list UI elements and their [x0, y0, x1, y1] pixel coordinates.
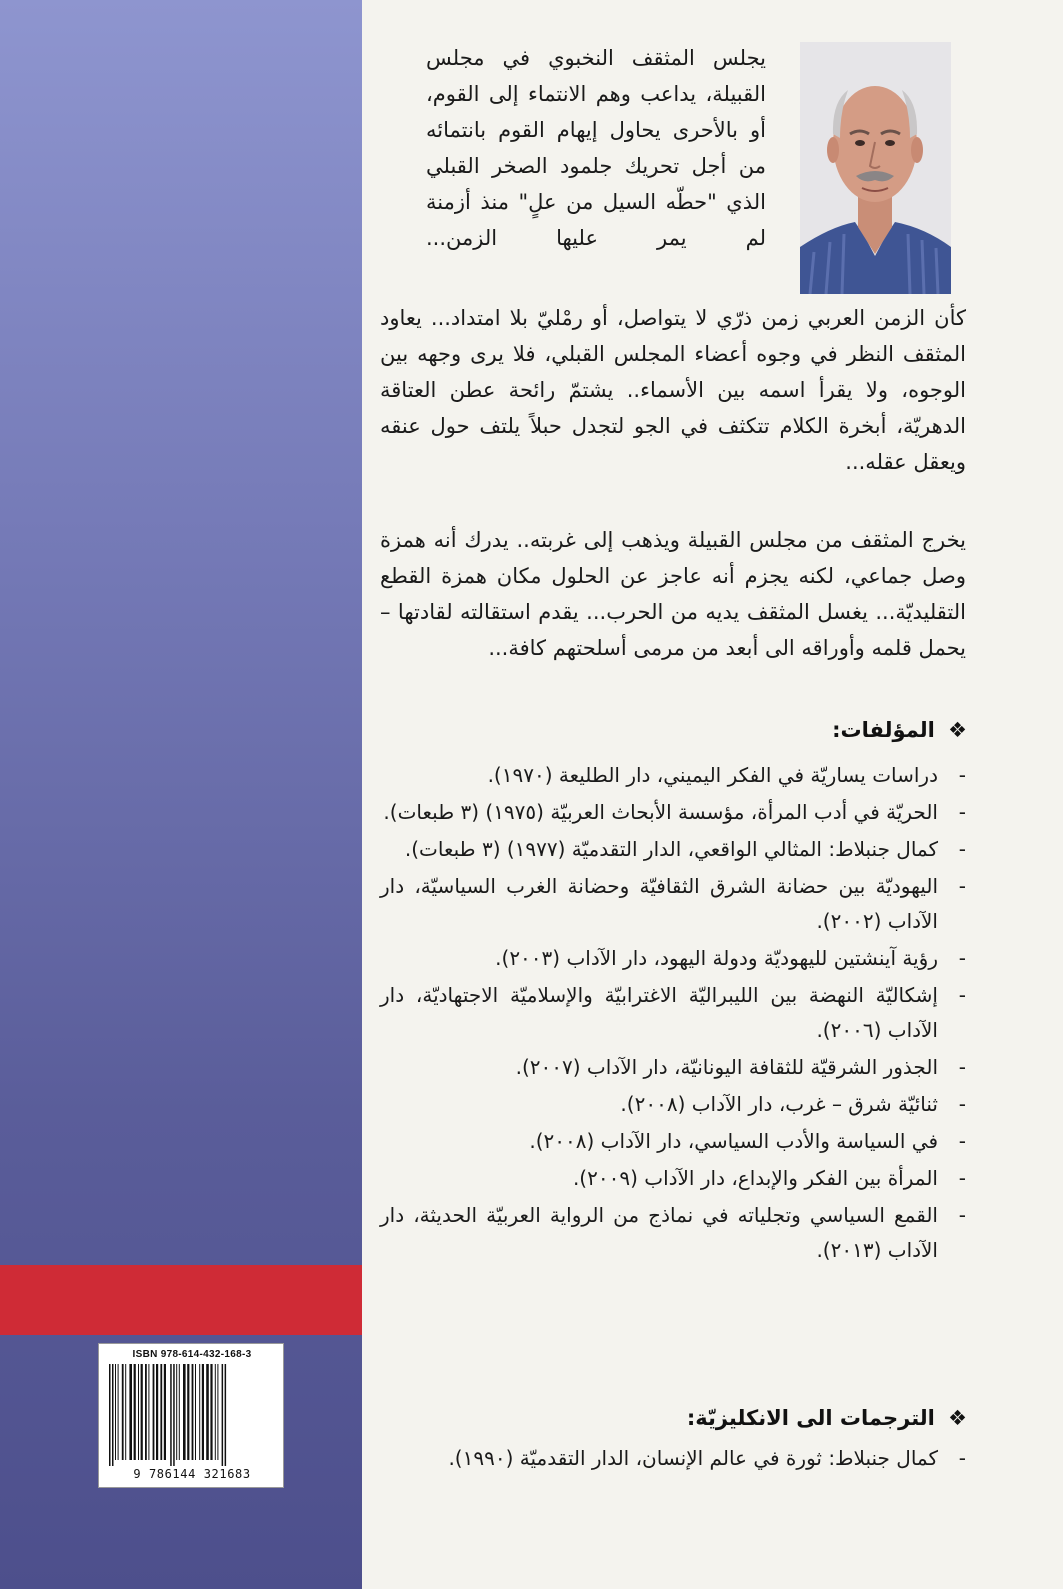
list-item-text: المرأة بين الفكر والإبداع، دار الآداب (٢٠٠٩).	[572, 1166, 938, 1190]
list-item	[380, 1441, 966, 1476]
list-item-text: دراسات يساريّة في الفكر اليميني، دار الطليعة (١٩٧٠).	[487, 763, 938, 787]
barcode-bars	[107, 1364, 277, 1466]
list-item-text: الحريّة في أدب المرأة، مؤسسة الأبحاث العربيّة (١٩٧٥) (٣ طبعات).	[383, 800, 938, 824]
list-item	[380, 1124, 966, 1159]
author-photo	[800, 42, 951, 294]
list-item-text: كمال جنبلاط: المثالي الواقعي، الدار التقدميّة (١٩٧٧) (٣ طبعات).	[404, 837, 938, 861]
author-portrait-image	[800, 42, 951, 294]
list-item-text: القمع السياسي وتجلياته في نماذج من الرواية العربيّة الحديثة، دار الآداب (٢٠١٣).	[380, 1203, 938, 1262]
list-dash: -	[958, 1446, 966, 1470]
barcode-digits: 9 786144 321683	[133, 1467, 251, 1481]
list-item-text: إشكاليّة النهضة بين الليبراليّة الاغترابيّة والإسلاميّة الاجتهاديّة، دار الآداب (٢٠٠٦).	[380, 983, 938, 1042]
list-dash: -	[958, 1203, 966, 1227]
translations-heading	[687, 1406, 967, 1430]
diamond-bullet-icon: ❖	[948, 1406, 967, 1430]
list-dash: -	[958, 1055, 966, 1079]
list-item-text: في السياسة والأدب السياسي، دار الآداب (٢٠٠٨).	[529, 1129, 938, 1153]
list-dash: -	[958, 874, 966, 898]
list-item	[380, 869, 966, 939]
diamond-bullet-icon: ❖	[948, 718, 967, 742]
translations-heading-label: الترجمات الى الانكليزيّة:	[686, 1406, 935, 1430]
list-dash: -	[958, 1092, 966, 1116]
body-paragraph-2: يخرج المثقف من مجلس القبيلة ويذهب إلى غربته.. يدرك أنه همزة وصل جماعي، لكنه يجزم أنه عاجز عن الحلول مكان همزة القطع التقليديّة... يغسل المثقف يديه من الحرب... يقدم استقالته لقادتها – يحمل قلمه وأوراقه الى أبعد من مرمى أسلحتهم كافة...	[380, 528, 966, 660]
list-item	[380, 832, 966, 867]
works-heading	[832, 718, 967, 742]
body-paragraph-1: كأن الزمن العربي زمن ذرّي لا يتواصل، أو رمْليّ بلا امتداد... يعاود المثقف النظر في وجوه أعضاء المجلس القبلي، فلا يرى وجهه بين الوجوه، ولا يقرأ اسمه بين الأسماء.. يشتمّ رائحة عطن العتاقة الدهريّة، أبخرة الكلام تتكثف في الجو لتجدل حبلاً يلتف حول عنقه ويعقل عقله...	[380, 306, 966, 474]
list-item-text: ثنائيّة شرق – غرب، دار الآداب (٢٠٠٨).	[620, 1092, 938, 1116]
list-item	[380, 1050, 966, 1085]
list-dash: -	[958, 763, 966, 787]
list-dash: -	[958, 837, 966, 861]
red-band	[0, 1265, 362, 1335]
list-item	[380, 1198, 966, 1268]
list-item-text: رؤية آينشتين لليهوديّة ودولة اليهود، دار الآداب (٢٠٠٣).	[495, 946, 938, 970]
list-item	[380, 978, 966, 1048]
isbn-label: ISBN 978-614-432-168-3	[132, 1349, 252, 1360]
list-dash: -	[958, 800, 966, 824]
list-dash: -	[958, 1166, 966, 1190]
list-item	[380, 941, 966, 976]
list-dash: -	[958, 983, 966, 1007]
list-item	[380, 1161, 966, 1196]
list-item-text: اليهوديّة بين حضانة الشرق الثقافيّة وحضانة الغرب السياسيّة، دار الآداب (٢٠٠٢).	[380, 874, 938, 933]
works-heading-label: المؤلفات:	[832, 718, 935, 742]
list-dash: -	[958, 946, 966, 970]
list-item	[380, 795, 966, 830]
translations-list	[380, 1441, 966, 1478]
list-item-text: الجذور الشرقيّة للثقافة اليونانيّة، دار الآداب (٢٠٠٧).	[515, 1055, 938, 1079]
list-dash: -	[958, 1129, 966, 1153]
list-item	[380, 758, 966, 793]
intro-paragraph: يجلس المثقف النخبوي في مجلس القبيلة، يداعب وهم الانتماء إلى القوم، أو بالأحرى يحاول إيهام القوم بانتمائه من أجل تحريك جلمود الصخر القبلي الذي "حطّه السيل من علٍ" منذ أزمنة لم يمر عليها الزمن...	[426, 46, 766, 250]
isbn-barcode	[98, 1343, 284, 1488]
list-item	[380, 1087, 966, 1122]
list-item-text: كمال جنبلاط: ثورة في عالم الإنسان، الدار التقدميّة (١٩٩٠).	[448, 1446, 938, 1470]
works-list	[380, 758, 966, 1270]
